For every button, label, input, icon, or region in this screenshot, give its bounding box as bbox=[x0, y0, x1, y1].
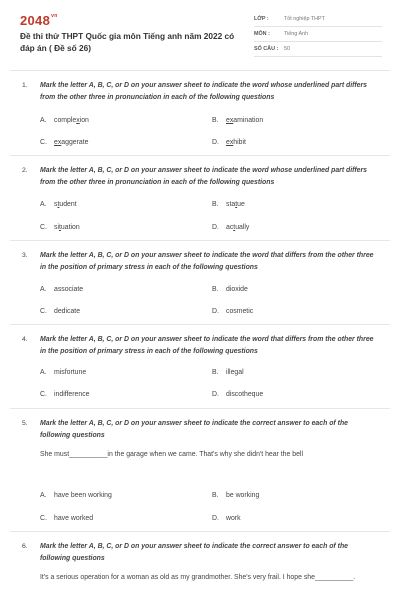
question-number: 1. bbox=[22, 82, 28, 89]
header-divider bbox=[10, 70, 390, 71]
meta-subject-label: MÔN : bbox=[254, 31, 270, 37]
option-text: be working bbox=[226, 492, 260, 499]
option-underlined-part: ex bbox=[226, 117, 234, 124]
option-letter: C. bbox=[40, 515, 47, 522]
option-text: ue bbox=[237, 201, 245, 208]
option-letter: C. bbox=[40, 308, 47, 315]
question-number: 2. bbox=[22, 167, 28, 174]
question-divider bbox=[10, 240, 390, 241]
question-instruction: Mark the letter A, B, C, or D on your answer sheet to indicate the word whose underlined part differs from the other three in pronunciation in each of the following questions bbox=[40, 167, 367, 186]
question-instruction: Mark the letter A, B, C, or D on your answer sheet to indicate the correct answer to each of the following questions bbox=[40, 543, 348, 562]
option-c[interactable] bbox=[40, 308, 80, 315]
meta-count-label: SỐ CÂU : bbox=[254, 46, 279, 52]
option-letter: B. bbox=[212, 117, 219, 124]
option-letter: A. bbox=[40, 492, 47, 499]
option-letter: A. bbox=[40, 369, 47, 376]
question-divider bbox=[10, 531, 390, 532]
option-text: udent bbox=[59, 201, 77, 208]
option-underlined-part: t bbox=[235, 201, 238, 208]
question-stem: It's a serious operation for a woman as old as my grandmother. She's very frail. I hope she__________. bbox=[40, 574, 356, 581]
option-letter: B. bbox=[212, 286, 219, 293]
option-c[interactable] bbox=[40, 515, 93, 522]
option-text: sta bbox=[226, 201, 236, 208]
question-instruction: Mark the letter A, B, C, or D on your answer sheet to indicate the word whose underlined part differs from the other three in pronunciation in each of the following questions bbox=[40, 82, 367, 101]
option-letter: D. bbox=[212, 515, 219, 522]
option-underlined-part: x bbox=[76, 117, 80, 124]
option-b[interactable] bbox=[212, 492, 259, 499]
question-stem: She must__________in the garage when we came. That's why she didn't hear the bell bbox=[40, 451, 303, 458]
meta-subject-value: Tiếng Anh bbox=[284, 31, 309, 37]
question-divider bbox=[10, 155, 390, 156]
option-text: hibit bbox=[233, 139, 246, 146]
option-a[interactable] bbox=[40, 201, 77, 208]
option-text: amination bbox=[233, 117, 264, 124]
option-text: cosmetic bbox=[226, 308, 254, 315]
option-letter: D. bbox=[212, 139, 219, 146]
option-text: discotheque bbox=[226, 391, 264, 398]
logo-text: 2048 bbox=[20, 13, 51, 28]
option-text: ually bbox=[235, 224, 250, 231]
option-text: misfortune bbox=[54, 369, 87, 376]
option-d[interactable] bbox=[212, 308, 253, 315]
option-b[interactable] bbox=[212, 201, 245, 208]
option-letter: C. bbox=[40, 139, 47, 146]
option-text: associate bbox=[54, 286, 84, 293]
question-divider bbox=[10, 324, 390, 325]
meta-class-value: Tốt nghiệp THPT bbox=[284, 16, 325, 22]
question-number: 4. bbox=[22, 336, 28, 343]
option-text: illegal bbox=[226, 369, 244, 376]
option-b[interactable] bbox=[212, 117, 263, 124]
option-c[interactable] bbox=[40, 224, 80, 231]
option-d[interactable] bbox=[212, 139, 246, 146]
option-a[interactable] bbox=[40, 117, 89, 124]
meta-class-row bbox=[254, 13, 382, 27]
option-letter: C. bbox=[40, 224, 47, 231]
option-text: ac bbox=[226, 224, 234, 231]
option-d[interactable] bbox=[212, 391, 263, 398]
option-letter: A. bbox=[40, 201, 47, 208]
question-number: 6. bbox=[22, 543, 28, 550]
option-text: s bbox=[54, 201, 58, 208]
question-divider bbox=[10, 408, 390, 409]
option-letter: D. bbox=[212, 308, 219, 315]
option-a[interactable] bbox=[40, 492, 112, 499]
option-letter: D. bbox=[212, 391, 219, 398]
logo-suffix: vn bbox=[51, 13, 58, 19]
option-text: dioxide bbox=[226, 286, 248, 293]
option-text: work bbox=[226, 515, 241, 522]
option-underlined-part: t bbox=[233, 224, 236, 231]
meta-count-value: 50 bbox=[284, 46, 290, 52]
meta-count-row bbox=[254, 43, 382, 57]
option-text: aggerate bbox=[61, 139, 89, 146]
option-c[interactable] bbox=[40, 139, 88, 146]
question-instruction: Mark the letter A, B, C, or D on your answer sheet to indicate the correct answer to each of the following questions bbox=[40, 420, 348, 439]
option-underlined-part: ex bbox=[54, 139, 62, 146]
option-letter: B. bbox=[212, 201, 219, 208]
option-letter: B. bbox=[212, 369, 219, 376]
option-text: si bbox=[54, 224, 59, 231]
option-text: dedicate bbox=[54, 308, 81, 315]
option-underlined-part: ex bbox=[226, 139, 234, 146]
option-underlined-part: t bbox=[57, 201, 60, 208]
option-text: comple bbox=[54, 117, 77, 124]
question-number: 5. bbox=[22, 420, 28, 427]
option-text: have worked bbox=[54, 515, 94, 522]
option-a[interactable] bbox=[40, 286, 83, 293]
meta-class-label: LỚP : bbox=[254, 16, 269, 22]
exam-header bbox=[0, 0, 400, 66]
meta-subject-row bbox=[254, 28, 382, 42]
question-number: 3. bbox=[22, 252, 28, 259]
option-d[interactable] bbox=[212, 224, 249, 231]
option-text: indifference bbox=[54, 391, 90, 398]
option-letter: A. bbox=[40, 117, 47, 124]
option-b[interactable] bbox=[212, 369, 244, 376]
option-letter: A. bbox=[40, 286, 47, 293]
question-instruction: Mark the letter A, B, C, or D on your answer sheet to indicate the word that differs from the other three in the position of primary stress in each of the following questions bbox=[40, 252, 374, 271]
option-text: ion bbox=[79, 117, 89, 124]
site-logo[interactable] bbox=[20, 13, 58, 28]
option-underlined-part: t bbox=[58, 224, 61, 231]
option-letter: D. bbox=[212, 224, 219, 231]
exam-title: Đề thi thử THPT Quốc gia môn Tiếng anh năm 2022 có đáp án ( Đề số 26) bbox=[20, 31, 235, 53]
option-text: have been working bbox=[54, 492, 112, 499]
option-a[interactable] bbox=[40, 369, 86, 376]
option-letter: C. bbox=[40, 391, 47, 398]
option-d[interactable] bbox=[212, 515, 241, 522]
option-letter: B. bbox=[212, 492, 219, 499]
option-text: uation bbox=[60, 224, 80, 231]
option-c[interactable] bbox=[40, 391, 90, 398]
question-instruction: Mark the letter A, B, C, or D on your answer sheet to indicate the word that differs from the other three in the position of primary stress in each of the following questions bbox=[40, 336, 374, 355]
option-b[interactable] bbox=[212, 286, 248, 293]
